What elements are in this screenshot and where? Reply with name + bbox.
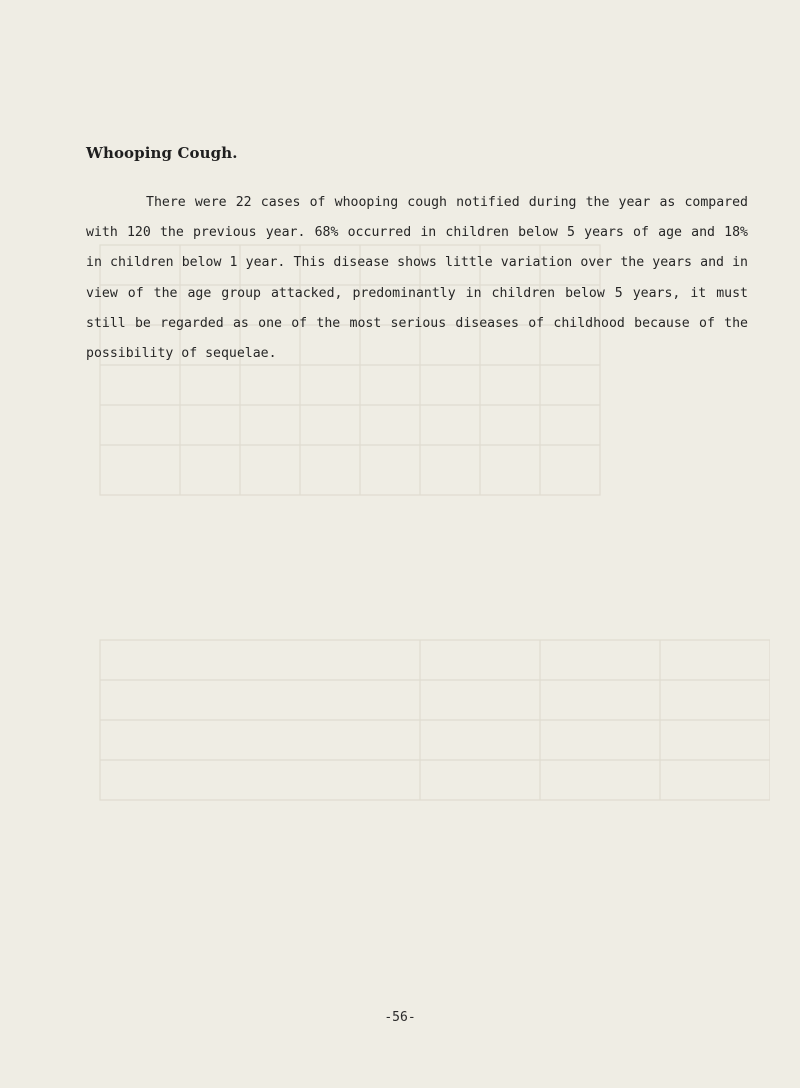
page-number: -56- xyxy=(384,1010,416,1025)
section-heading: Whooping Cough. xyxy=(86,144,238,162)
body-paragraph: There were 22 cases of whooping cough notified during the year as compared with 120 the previous year. 68% occurred in children below 5 years of age and 18% in children below 1 year. This disease shows little variation over the years and in view of the age group attacked, predominantly in children below 5 years, it must still be regarded as one of the most serious diseases of childhood because of the possibility of sequelae. xyxy=(86,195,748,362)
